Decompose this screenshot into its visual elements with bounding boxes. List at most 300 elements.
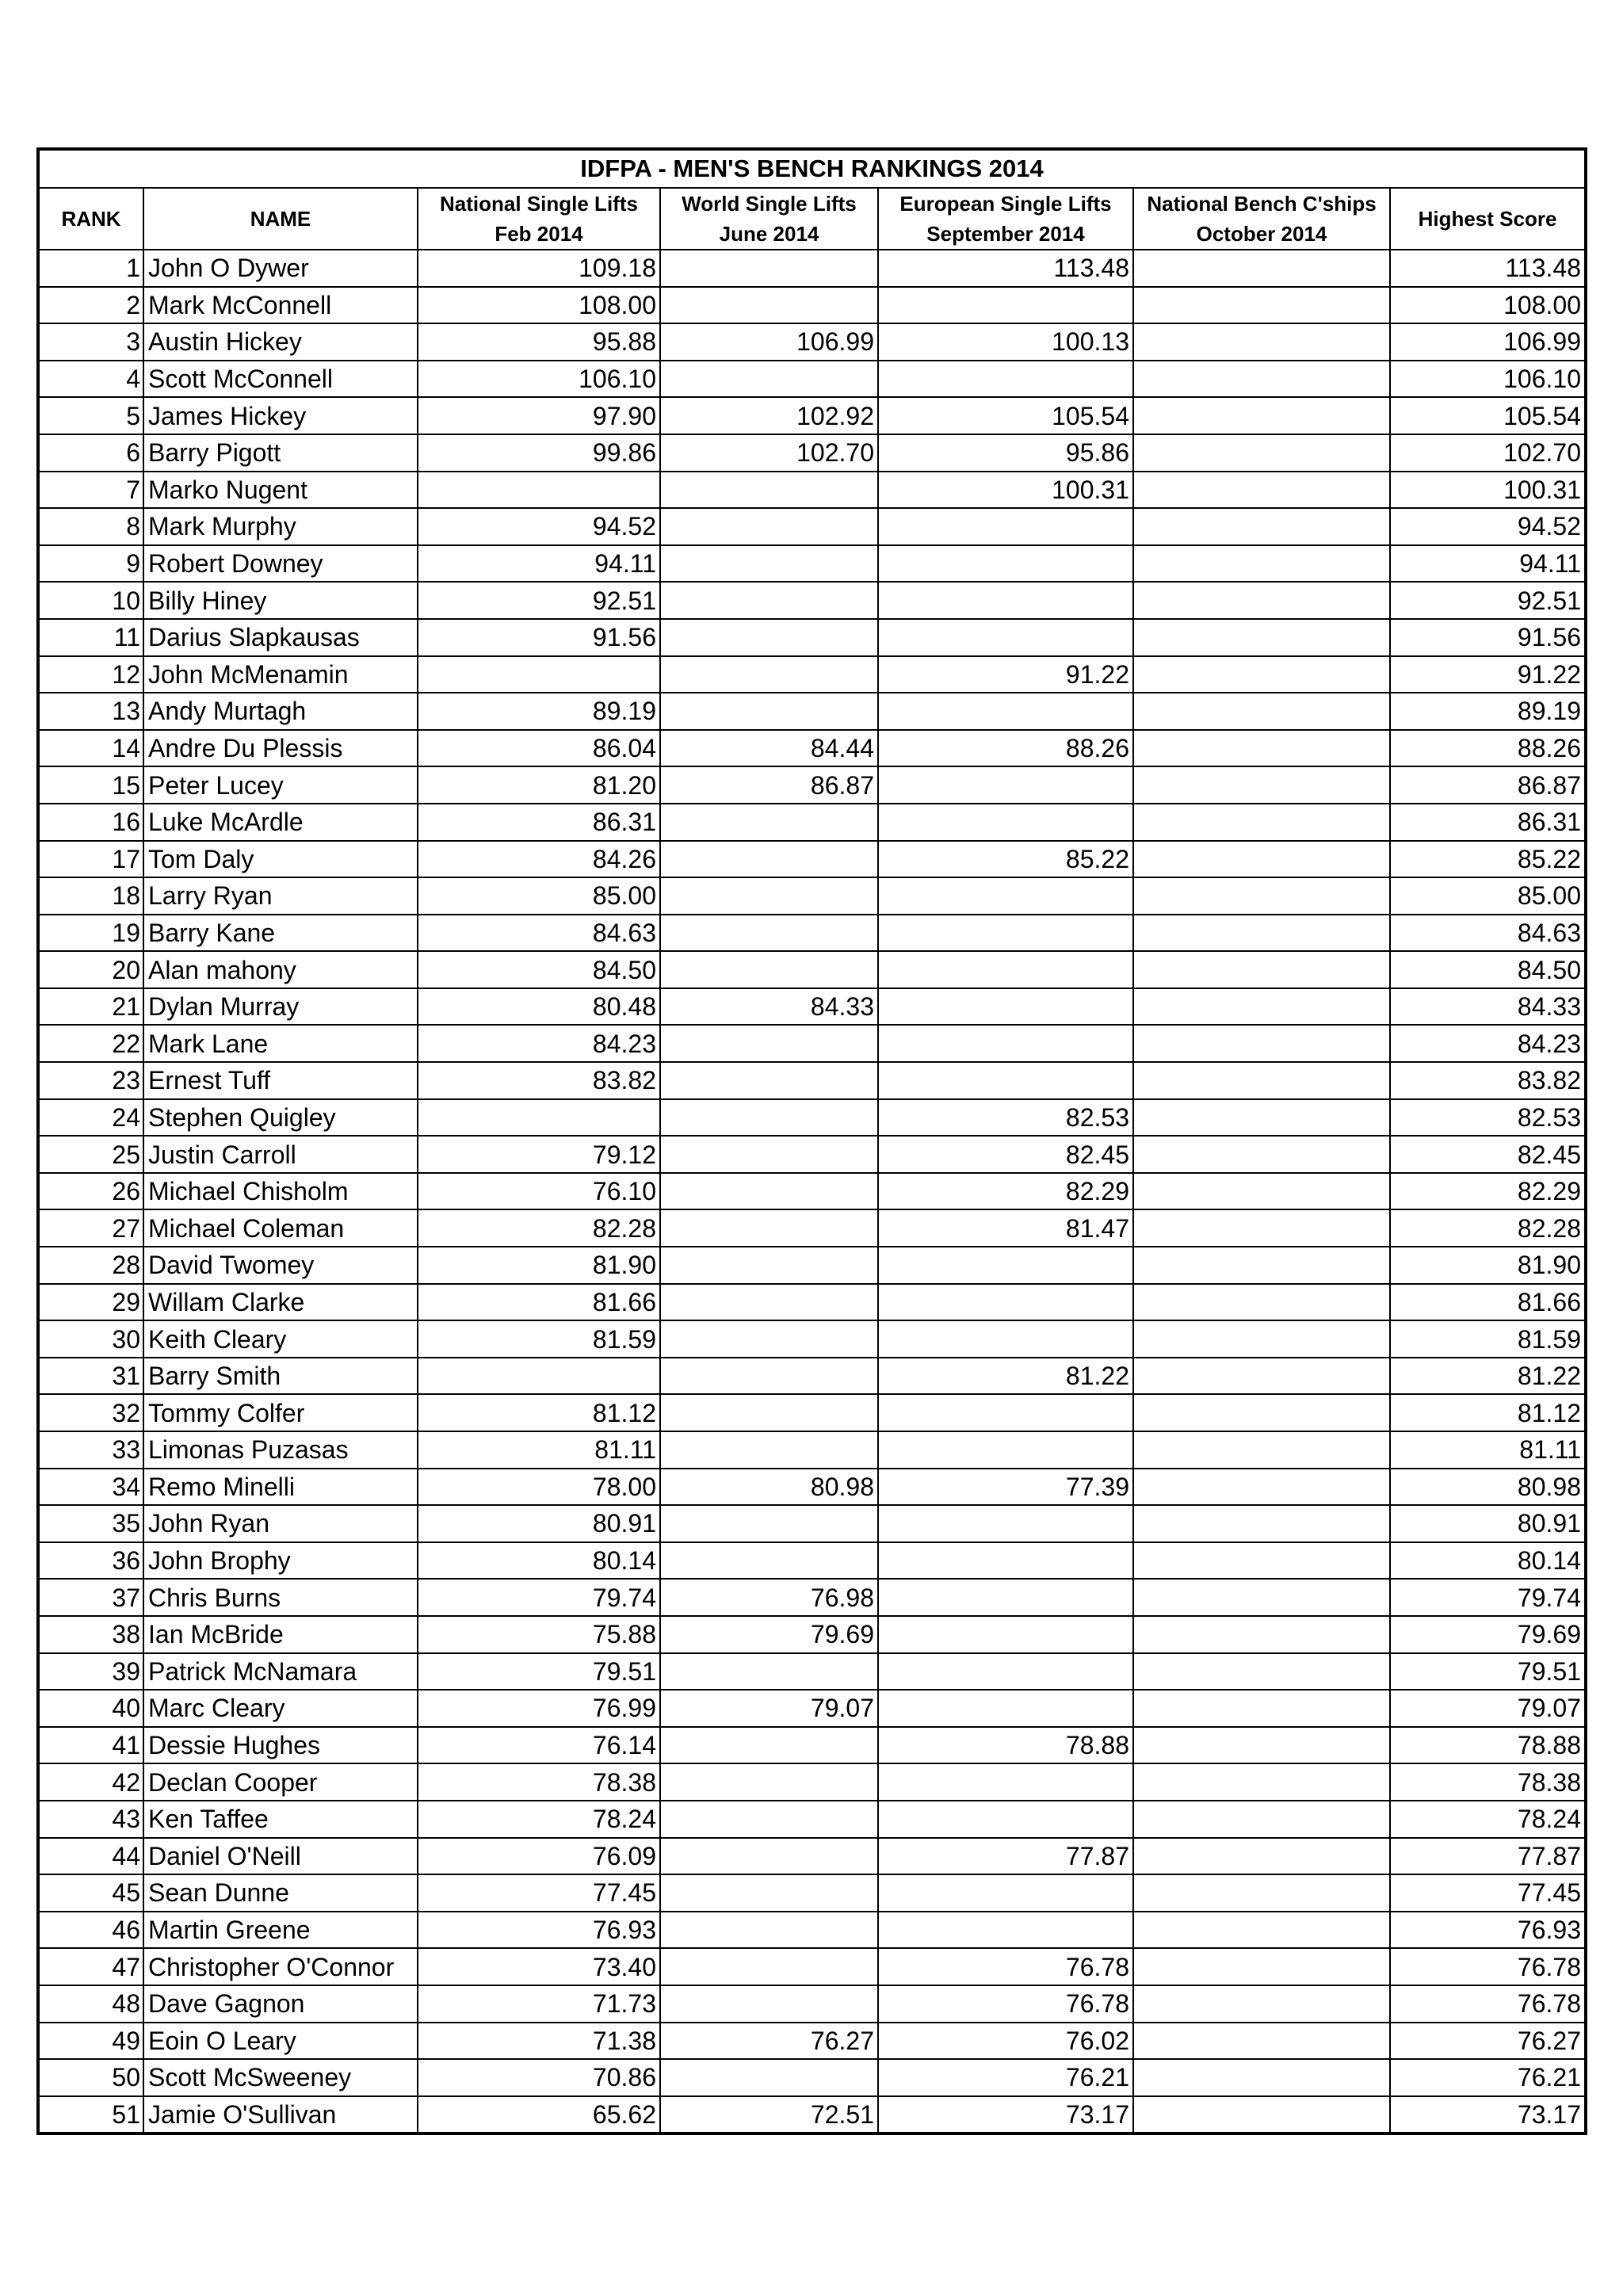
cell-european-single-lifts: 78.88: [878, 1727, 1133, 1764]
table-row: [38, 1505, 1586, 1542]
cell-national-single-lifts: 109.18: [418, 250, 660, 287]
cell-national-bench: [1133, 508, 1390, 545]
header-european-single-lifts-line1: European Single Lifts: [899, 192, 1112, 216]
table-row: [38, 877, 1586, 915]
cell-world-single-lifts: [660, 1062, 878, 1099]
cell-national-single-lifts: 77.45: [418, 1874, 660, 1912]
header-highest-score: Highest Score: [1390, 188, 1586, 250]
cell-highest-score: 84.33: [1390, 988, 1586, 1026]
cell-name: Remo Minelli: [143, 1469, 418, 1506]
cell-european-single-lifts: 73.17: [878, 2096, 1133, 2134]
cell-name: Tom Daly: [143, 841, 418, 878]
cell-name: Mark McConnell: [143, 287, 418, 324]
cell-world-single-lifts: 79.69: [660, 1616, 878, 1653]
cell-name: Michael Coleman: [143, 1209, 418, 1247]
header-national-bench-championships: [1133, 188, 1390, 250]
cell-world-single-lifts: [660, 1985, 878, 2023]
cell-national-bench: [1133, 2096, 1390, 2134]
cell-european-single-lifts: [878, 361, 1133, 398]
table-row: [38, 1948, 1586, 1985]
cell-name: Austin Hickey: [143, 323, 418, 361]
cell-national-bench: [1133, 1579, 1390, 1616]
cell-national-bench: [1133, 1209, 1390, 1247]
table-row: [38, 545, 1586, 583]
table-row: [38, 1469, 1586, 1506]
cell-national-single-lifts: 86.04: [418, 730, 660, 767]
cell-national-bench: [1133, 287, 1390, 324]
cell-national-bench: [1133, 1727, 1390, 1764]
cell-rank: 45: [38, 1874, 143, 1912]
cell-national-single-lifts: 84.50: [418, 951, 660, 988]
cell-highest-score: 79.07: [1390, 1690, 1586, 1727]
header-national-single-lifts: [418, 188, 660, 250]
cell-name: Mark Lane: [143, 1025, 418, 1062]
cell-national-bench: [1133, 1320, 1390, 1358]
cell-national-bench: [1133, 2059, 1390, 2096]
cell-european-single-lifts: 82.29: [878, 1173, 1133, 1210]
cell-rank: 39: [38, 1653, 143, 1690]
cell-highest-score: 82.45: [1390, 1136, 1586, 1173]
cell-european-single-lifts: 100.31: [878, 472, 1133, 509]
cell-rank: 33: [38, 1431, 143, 1469]
cell-name: Barry Kane: [143, 915, 418, 952]
cell-rank: 19: [38, 915, 143, 952]
cell-name: Eoin O Leary: [143, 2023, 418, 2060]
cell-national-bench: [1133, 397, 1390, 434]
cell-national-single-lifts: 84.63: [418, 915, 660, 952]
cell-name: Billy Hiney: [143, 582, 418, 619]
cell-rank: 43: [38, 1801, 143, 1838]
cell-national-bench: [1133, 1062, 1390, 1099]
cell-highest-score: 81.22: [1390, 1358, 1586, 1395]
cell-european-single-lifts: 88.26: [878, 730, 1133, 767]
cell-national-bench: [1133, 361, 1390, 398]
cell-rank: 49: [38, 2023, 143, 2060]
cell-national-single-lifts: 76.10: [418, 1173, 660, 1210]
cell-highest-score: 76.78: [1390, 1948, 1586, 1985]
cell-european-single-lifts: [878, 1874, 1133, 1912]
cell-world-single-lifts: 84.33: [660, 988, 878, 1026]
cell-name: Christopher O'Connor: [143, 1948, 418, 1985]
cell-european-single-lifts: 76.02: [878, 2023, 1133, 2060]
cell-national-bench: [1133, 1358, 1390, 1395]
cell-national-bench: [1133, 472, 1390, 509]
cell-national-bench: [1133, 1173, 1390, 1210]
cell-european-single-lifts: 77.87: [878, 1838, 1133, 1875]
cell-european-single-lifts: [878, 1247, 1133, 1284]
header-national-single-lifts-line1: National Single Lifts: [440, 192, 638, 216]
cell-national-bench: [1133, 1690, 1390, 1727]
table-row: [38, 1136, 1586, 1173]
cell-national-single-lifts: 81.20: [418, 766, 660, 804]
cell-name: Dylan Murray: [143, 988, 418, 1026]
cell-highest-score: 76.78: [1390, 1985, 1586, 2023]
cell-highest-score: 94.11: [1390, 545, 1586, 583]
cell-name: Dave Gagnon: [143, 1985, 418, 2023]
cell-national-bench: [1133, 804, 1390, 841]
cell-highest-score: 80.91: [1390, 1505, 1586, 1542]
cell-national-single-lifts: 85.00: [418, 877, 660, 915]
cell-name: Larry Ryan: [143, 877, 418, 915]
table-row: [38, 1209, 1586, 1247]
cell-highest-score: 76.93: [1390, 1912, 1586, 1949]
cell-rank: 44: [38, 1838, 143, 1875]
cell-national-single-lifts: 99.86: [418, 434, 660, 472]
cell-national-single-lifts: 89.19: [418, 693, 660, 730]
cell-highest-score: 82.29: [1390, 1173, 1586, 1210]
cell-highest-score: 83.82: [1390, 1062, 1586, 1099]
cell-world-single-lifts: 76.27: [660, 2023, 878, 2060]
cell-name: Robert Downey: [143, 545, 418, 583]
cell-national-single-lifts: 79.51: [418, 1653, 660, 1690]
cell-name: Sean Dunne: [143, 1874, 418, 1912]
cell-national-single-lifts: 71.38: [418, 2023, 660, 2060]
cell-national-bench: [1133, 434, 1390, 472]
cell-highest-score: 77.45: [1390, 1874, 1586, 1912]
table-row: [38, 1616, 1586, 1653]
cell-highest-score: 108.00: [1390, 287, 1586, 324]
cell-name: Ian McBride: [143, 1616, 418, 1653]
cell-national-single-lifts: 76.93: [418, 1912, 660, 1949]
cell-national-single-lifts: 108.00: [418, 287, 660, 324]
cell-european-single-lifts: 76.78: [878, 1985, 1133, 2023]
cell-national-bench: [1133, 1099, 1390, 1137]
cell-european-single-lifts: [878, 1763, 1133, 1801]
cell-world-single-lifts: [660, 619, 878, 656]
table-row: [38, 988, 1586, 1026]
cell-rank: 32: [38, 1394, 143, 1431]
cell-world-single-lifts: [660, 951, 878, 988]
table-row: [38, 915, 1586, 952]
cell-european-single-lifts: 91.22: [878, 656, 1133, 693]
cell-rank: 16: [38, 804, 143, 841]
cell-national-single-lifts: 81.90: [418, 1247, 660, 1284]
cell-national-bench: [1133, 988, 1390, 1026]
cell-world-single-lifts: [660, 1358, 878, 1395]
cell-european-single-lifts: [878, 693, 1133, 730]
cell-national-bench: [1133, 545, 1390, 583]
cell-national-bench: [1133, 951, 1390, 988]
cell-national-bench: [1133, 1542, 1390, 1580]
table-row: [38, 1358, 1586, 1395]
cell-european-single-lifts: [878, 508, 1133, 545]
cell-highest-score: 85.00: [1390, 877, 1586, 915]
cell-name: Marko Nugent: [143, 472, 418, 509]
cell-world-single-lifts: [660, 1247, 878, 1284]
cell-rank: 35: [38, 1505, 143, 1542]
cell-world-single-lifts: [660, 1099, 878, 1137]
header-european-single-lifts: [878, 188, 1133, 250]
cell-world-single-lifts: [660, 1025, 878, 1062]
cell-national-single-lifts: 97.90: [418, 397, 660, 434]
cell-rank: 28: [38, 1247, 143, 1284]
cell-national-single-lifts: 78.38: [418, 1763, 660, 1801]
cell-world-single-lifts: [660, 1542, 878, 1580]
cell-national-bench: [1133, 1653, 1390, 1690]
cell-european-single-lifts: [878, 1320, 1133, 1358]
cell-rank: 51: [38, 2096, 143, 2134]
table-row: [38, 1025, 1586, 1062]
cell-highest-score: 80.98: [1390, 1469, 1586, 1506]
table-row: [38, 287, 1586, 324]
table-row: [38, 1579, 1586, 1616]
cell-highest-score: 81.90: [1390, 1247, 1586, 1284]
cell-world-single-lifts: [660, 1912, 878, 1949]
cell-rank: 17: [38, 841, 143, 878]
cell-rank: 11: [38, 619, 143, 656]
table-row: [38, 1727, 1586, 1764]
cell-national-single-lifts: 81.12: [418, 1394, 660, 1431]
cell-european-single-lifts: [878, 804, 1133, 841]
cell-national-bench: [1133, 2023, 1390, 2060]
cell-name: Marc Cleary: [143, 1690, 418, 1727]
cell-world-single-lifts: [660, 1173, 878, 1210]
cell-national-single-lifts: 78.24: [418, 1801, 660, 1838]
cell-european-single-lifts: [878, 1653, 1133, 1690]
cell-name: Limonas Puzasas: [143, 1431, 418, 1469]
cell-highest-score: 106.10: [1390, 361, 1586, 398]
table-row: [38, 1874, 1586, 1912]
cell-name: Scott McConnell: [143, 361, 418, 398]
cell-rank: 10: [38, 582, 143, 619]
cell-world-single-lifts: [660, 1136, 878, 1173]
cell-world-single-lifts: [660, 841, 878, 878]
header-national-bench-line2: October 2014: [1196, 222, 1327, 246]
cell-highest-score: 84.23: [1390, 1025, 1586, 1062]
table-row: [38, 472, 1586, 509]
cell-national-single-lifts: 83.82: [418, 1062, 660, 1099]
cell-rank: 31: [38, 1358, 143, 1395]
cell-world-single-lifts: [660, 1431, 878, 1469]
cell-national-single-lifts: 84.26: [418, 841, 660, 878]
table-row: [38, 804, 1586, 841]
cell-rank: 12: [38, 656, 143, 693]
cell-world-single-lifts: [660, 361, 878, 398]
cell-world-single-lifts: [660, 693, 878, 730]
cell-rank: 21: [38, 988, 143, 1026]
cell-world-single-lifts: [660, 656, 878, 693]
cell-european-single-lifts: [878, 1579, 1133, 1616]
cell-highest-score: 81.66: [1390, 1284, 1586, 1321]
cell-name: Chris Burns: [143, 1579, 418, 1616]
cell-european-single-lifts: [878, 1690, 1133, 1727]
cell-national-single-lifts: [418, 472, 660, 509]
cell-name: David Twomey: [143, 1247, 418, 1284]
cell-national-single-lifts: 81.11: [418, 1431, 660, 1469]
cell-national-bench: [1133, 730, 1390, 767]
header-row: [38, 188, 1586, 250]
table-row: [38, 1763, 1586, 1801]
cell-european-single-lifts: 100.13: [878, 323, 1133, 361]
cell-rank: 34: [38, 1469, 143, 1506]
cell-rank: 22: [38, 1025, 143, 1062]
cell-national-bench: [1133, 1025, 1390, 1062]
cell-highest-score: 82.28: [1390, 1209, 1586, 1247]
table-row: [38, 766, 1586, 804]
cell-name: Tommy Colfer: [143, 1394, 418, 1431]
cell-rank: 15: [38, 766, 143, 804]
cell-national-single-lifts: [418, 1358, 660, 1395]
cell-rank: 42: [38, 1763, 143, 1801]
cell-european-single-lifts: 81.47: [878, 1209, 1133, 1247]
cell-rank: 46: [38, 1912, 143, 1949]
cell-highest-score: 86.87: [1390, 766, 1586, 804]
cell-national-bench: [1133, 1247, 1390, 1284]
table-row: [38, 693, 1586, 730]
cell-national-bench: [1133, 915, 1390, 952]
table-row: [38, 1247, 1586, 1284]
cell-national-single-lifts: 84.23: [418, 1025, 660, 1062]
cell-name: Stephen Quigley: [143, 1099, 418, 1137]
cell-european-single-lifts: [878, 1025, 1133, 1062]
cell-european-single-lifts: 113.48: [878, 250, 1133, 287]
cell-name: Patrick McNamara: [143, 1653, 418, 1690]
table-row: [38, 582, 1586, 619]
cell-highest-score: 78.88: [1390, 1727, 1586, 1764]
cell-highest-score: 80.14: [1390, 1542, 1586, 1580]
cell-highest-score: 88.26: [1390, 730, 1586, 767]
header-world-single-lifts-line2: June 2014: [719, 222, 819, 246]
cell-name: Andre Du Plessis: [143, 730, 418, 767]
cell-highest-score: 102.70: [1390, 434, 1586, 472]
cell-national-single-lifts: 95.88: [418, 323, 660, 361]
cell-highest-score: 78.38: [1390, 1763, 1586, 1801]
cell-national-single-lifts: 80.91: [418, 1505, 660, 1542]
cell-world-single-lifts: [660, 804, 878, 841]
cell-world-single-lifts: [660, 1394, 878, 1431]
cell-european-single-lifts: [878, 766, 1133, 804]
cell-world-single-lifts: 79.07: [660, 1690, 878, 1727]
cell-national-single-lifts: 91.56: [418, 619, 660, 656]
cell-rank: 24: [38, 1099, 143, 1137]
cell-name: Darius Slapkausas: [143, 619, 418, 656]
cell-rank: 41: [38, 1727, 143, 1764]
cell-world-single-lifts: 72.51: [660, 2096, 878, 2134]
cell-national-bench: [1133, 1874, 1390, 1912]
cell-world-single-lifts: [660, 287, 878, 324]
cell-name: Luke McArdle: [143, 804, 418, 841]
cell-national-bench: [1133, 1838, 1390, 1875]
cell-national-single-lifts: 86.31: [418, 804, 660, 841]
header-national-single-lifts-line2: Feb 2014: [495, 222, 583, 246]
cell-national-bench: [1133, 323, 1390, 361]
cell-european-single-lifts: [878, 545, 1133, 583]
cell-national-single-lifts: 76.14: [418, 1727, 660, 1764]
cell-name: John Ryan: [143, 1505, 418, 1542]
cell-world-single-lifts: 106.99: [660, 323, 878, 361]
table-row: [38, 2023, 1586, 2060]
cell-highest-score: 77.87: [1390, 1838, 1586, 1875]
cell-european-single-lifts: [878, 1394, 1133, 1431]
table-row: [38, 1838, 1586, 1875]
title-row: [38, 149, 1586, 188]
cell-national-bench: [1133, 619, 1390, 656]
table-row: [38, 1801, 1586, 1838]
cell-highest-score: 84.50: [1390, 951, 1586, 988]
cell-name: Barry Smith: [143, 1358, 418, 1395]
cell-national-single-lifts: 73.40: [418, 1948, 660, 1985]
cell-european-single-lifts: [878, 1542, 1133, 1580]
table-row: [38, 1099, 1586, 1137]
cell-national-bench: [1133, 1985, 1390, 2023]
table-row: [38, 951, 1586, 988]
cell-rank: 8: [38, 508, 143, 545]
cell-world-single-lifts: [660, 1727, 878, 1764]
cell-national-single-lifts: 78.00: [418, 1469, 660, 1506]
cell-european-single-lifts: [878, 1284, 1133, 1321]
cell-national-single-lifts: 65.62: [418, 2096, 660, 2134]
cell-rank: 14: [38, 730, 143, 767]
cell-national-single-lifts: 106.10: [418, 361, 660, 398]
table-row: [38, 1173, 1586, 1210]
cell-world-single-lifts: [660, 1874, 878, 1912]
cell-european-single-lifts: [878, 1431, 1133, 1469]
cell-world-single-lifts: [660, 1763, 878, 1801]
table-row: [38, 1431, 1586, 1469]
cell-rank: 38: [38, 1616, 143, 1653]
cell-national-bench: [1133, 693, 1390, 730]
cell-rank: 9: [38, 545, 143, 583]
cell-national-bench: [1133, 1505, 1390, 1542]
table-row: [38, 619, 1586, 656]
header-name: NAME: [143, 188, 418, 250]
cell-national-single-lifts: 71.73: [418, 1985, 660, 2023]
cell-national-single-lifts: 92.51: [418, 582, 660, 619]
table-row: [38, 1394, 1586, 1431]
cell-name: Peter Lucey: [143, 766, 418, 804]
cell-european-single-lifts: 82.45: [878, 1136, 1133, 1173]
cell-national-single-lifts: [418, 656, 660, 693]
cell-national-single-lifts: 94.11: [418, 545, 660, 583]
cell-world-single-lifts: [660, 1948, 878, 1985]
cell-national-bench: [1133, 877, 1390, 915]
cell-highest-score: 91.22: [1390, 656, 1586, 693]
table-row: [38, 361, 1586, 398]
cell-rank: 3: [38, 323, 143, 361]
cell-highest-score: 81.59: [1390, 1320, 1586, 1358]
cell-rank: 29: [38, 1284, 143, 1321]
cell-highest-score: 79.69: [1390, 1616, 1586, 1653]
cell-national-single-lifts: 79.74: [418, 1579, 660, 1616]
cell-rank: 23: [38, 1062, 143, 1099]
cell-highest-score: 89.19: [1390, 693, 1586, 730]
table-row: [38, 2059, 1586, 2096]
cell-world-single-lifts: [660, 1209, 878, 1247]
table-row: [38, 1690, 1586, 1727]
cell-world-single-lifts: 102.70: [660, 434, 878, 472]
cell-name: Ken Taffee: [143, 1801, 418, 1838]
cell-world-single-lifts: [660, 877, 878, 915]
header-world-single-lifts: [660, 188, 878, 250]
cell-rank: 48: [38, 1985, 143, 2023]
cell-world-single-lifts: [660, 508, 878, 545]
cell-highest-score: 76.21: [1390, 2059, 1586, 2096]
table-row: [38, 397, 1586, 434]
cell-rank: 2: [38, 287, 143, 324]
cell-national-single-lifts: 94.52: [418, 508, 660, 545]
cell-european-single-lifts: 105.54: [878, 397, 1133, 434]
cell-national-single-lifts: 70.86: [418, 2059, 660, 2096]
cell-national-bench: [1133, 1948, 1390, 1985]
table-row: [38, 1912, 1586, 1949]
cell-national-single-lifts: 75.88: [418, 1616, 660, 1653]
cell-rank: 1: [38, 250, 143, 287]
cell-rank: 13: [38, 693, 143, 730]
cell-highest-score: 91.56: [1390, 619, 1586, 656]
cell-national-bench: [1133, 1136, 1390, 1173]
table-row: [38, 1653, 1586, 1690]
cell-national-single-lifts: 80.14: [418, 1542, 660, 1580]
